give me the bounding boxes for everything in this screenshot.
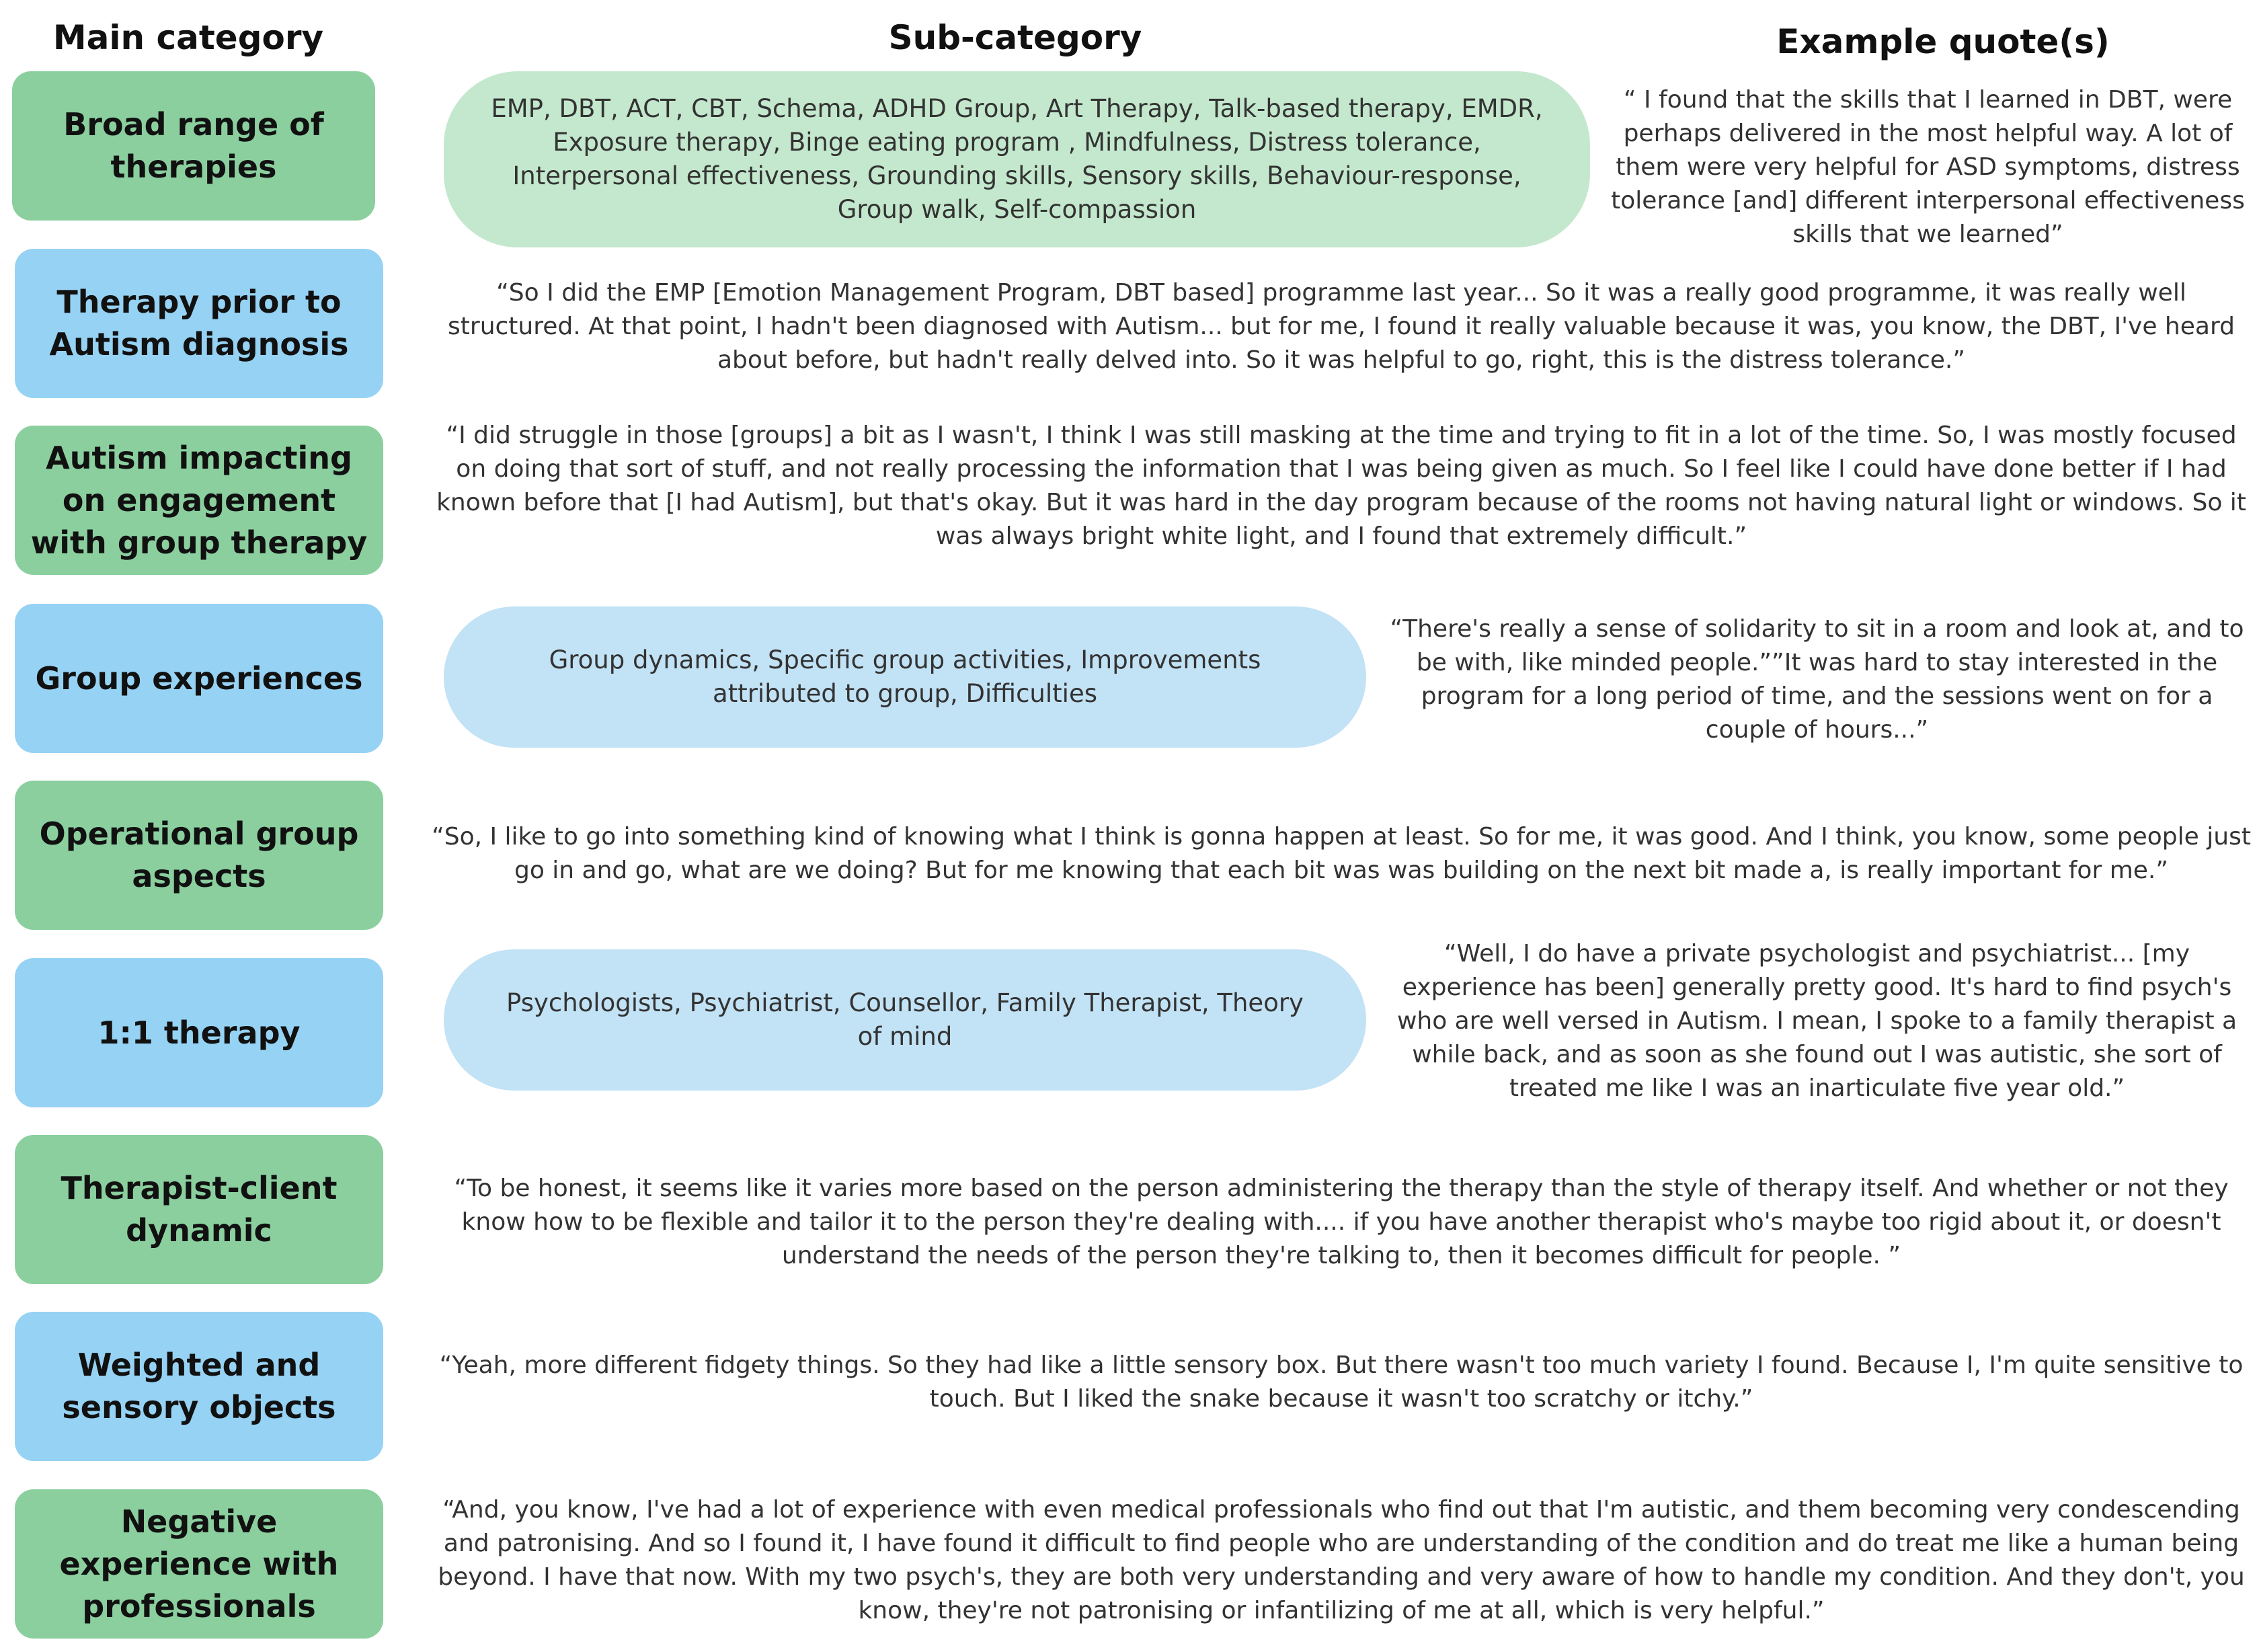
main-category-box: 1:1 therapy: [15, 958, 383, 1107]
example-quote: “So, I like to go into something kind of knowing what I think is gonna happen at least. So for me, it was good. And I think, you know, some people just go in and go, what are we doing? But for me knowing that each bit was was building on the next bit made a, is really important for me.”: [432, 823, 2251, 884]
example-quotes-header: Example quote(s): [1776, 22, 2110, 61]
main-category-box: Broad range of therapies: [12, 71, 375, 221]
example-quote: “Well, I do have a private psychologist and psychiatrist... [my experience has been] generally pretty good. It's hard to find psych's who are well versed in Autism. I mean, I spoke to a family therapist a while back, and as soon as she found out I was autistic, she sort of treated me like I was an inarticulate five year old.”: [1396, 940, 2238, 1102]
main-category-box: Therapist-client dynamic: [15, 1135, 383, 1284]
example-quote: “Yeah, more different fidgety things. So they had like a little sensory box. But there wasn't too much variety I found. Because I, I'm quite sensitive to touch. But I liked the snake because it wasn't too scratchy or itchy.”: [439, 1351, 2244, 1413]
sub-category-pill: Group dynamics, Specific group activities, Improvements attributed to group, Difficulties: [444, 606, 1366, 748]
main-category-box: Negative experience with professionals: [15, 1489, 383, 1639]
main-category-box: Autism impacting on engagement with group therapy: [15, 426, 383, 575]
main-category-box: Operational group aspects: [15, 781, 383, 930]
sub-category-pill: EMP, DBT, ACT, CBT, Schema, ADHD Group, Art Therapy, Talk-based therapy, EMDR, Exposure therapy, Binge eating program , Mindfulness, Distress tolerance, Interpersonal effectiveness, Grounding skills, Sensory skills, Behaviour-response, Group walk, Self-compassion: [444, 71, 1590, 247]
example-quote: “There's really a sense of solidarity to sit in a room and look at, and to be with, like minded people.””It was hard to stay interested in the program for a long period of time, and the sessions went on for a couple of hours...”: [1390, 615, 2244, 744]
sub-category-pill: Psychologists, Psychiatrist, Counsellor, Family Therapist, Theory of mind: [444, 949, 1366, 1091]
main-category-box: Therapy prior to Autism diagnosis: [15, 249, 383, 398]
main-category-box: Weighted and sensory objects: [15, 1312, 383, 1461]
example-quote: “To be honest, it seems like it varies more based on the person administering the therapy than the style of therapy itself. And whether or not they know how to be flexible and tailor it to the person they're dealing with.... if you have another therapist who's maybe too rigid about it, or doesn't understand the needs of the person they're talking to, then it becomes difficult for people. ”: [454, 1175, 2229, 1269]
example-quote: “And, you know, I've had a lot of experience with even medical professionals who find out that I'm autistic, and them becoming very condescending and patronising. And so I found it, I have found it difficult to find people who are understanding of the condition and do treat me like a human being beyond. I have that now. With my two psych's, they are both very understanding and very aware of how to handle my condition. And they don't, you know, they're not patronising or infantilizing of me at all, which is very helpful.”: [438, 1496, 2245, 1624]
main-category-box: Group experiences: [15, 604, 383, 753]
main-category-header: Main category: [52, 18, 324, 57]
example-quote: “So I did the EMP [Emotion Management Program, DBT based] programme last year... So it was a really good programme, it was really well structured. At that point, I hadn't been diagnosed with Autism... but for me, I found it really valuable because it was, you know, the DBT, I've heard about before, but hadn't really delved into. So it was helpful to go, right, this is the distress tolerance.”: [448, 279, 2235, 374]
example-quote: “ I found that the skills that I learned in DBT, were perhaps delivered in the most helpful way. A lot of them were very helpful for ASD symptoms, distress tolerance [and] different interpersonal effectiveness skills that we learned”: [1611, 86, 2245, 248]
sub-category-header: Sub-category: [888, 18, 1142, 57]
example-quote: “I did struggle in those [groups] a bit as I wasn't, I think I was still masking at the time and trying to fit in a lot of the time. So, I was mostly focused on doing that sort of stuff, and not really processing the information that I was being given as much. So I feel like I could have done better if I had known before that [I had Autism], but that's okay. But it was hard in the day program because of the rooms not having natural light or windows. So it was always bright white light, and I found that extremely difficult.”: [436, 422, 2246, 550]
